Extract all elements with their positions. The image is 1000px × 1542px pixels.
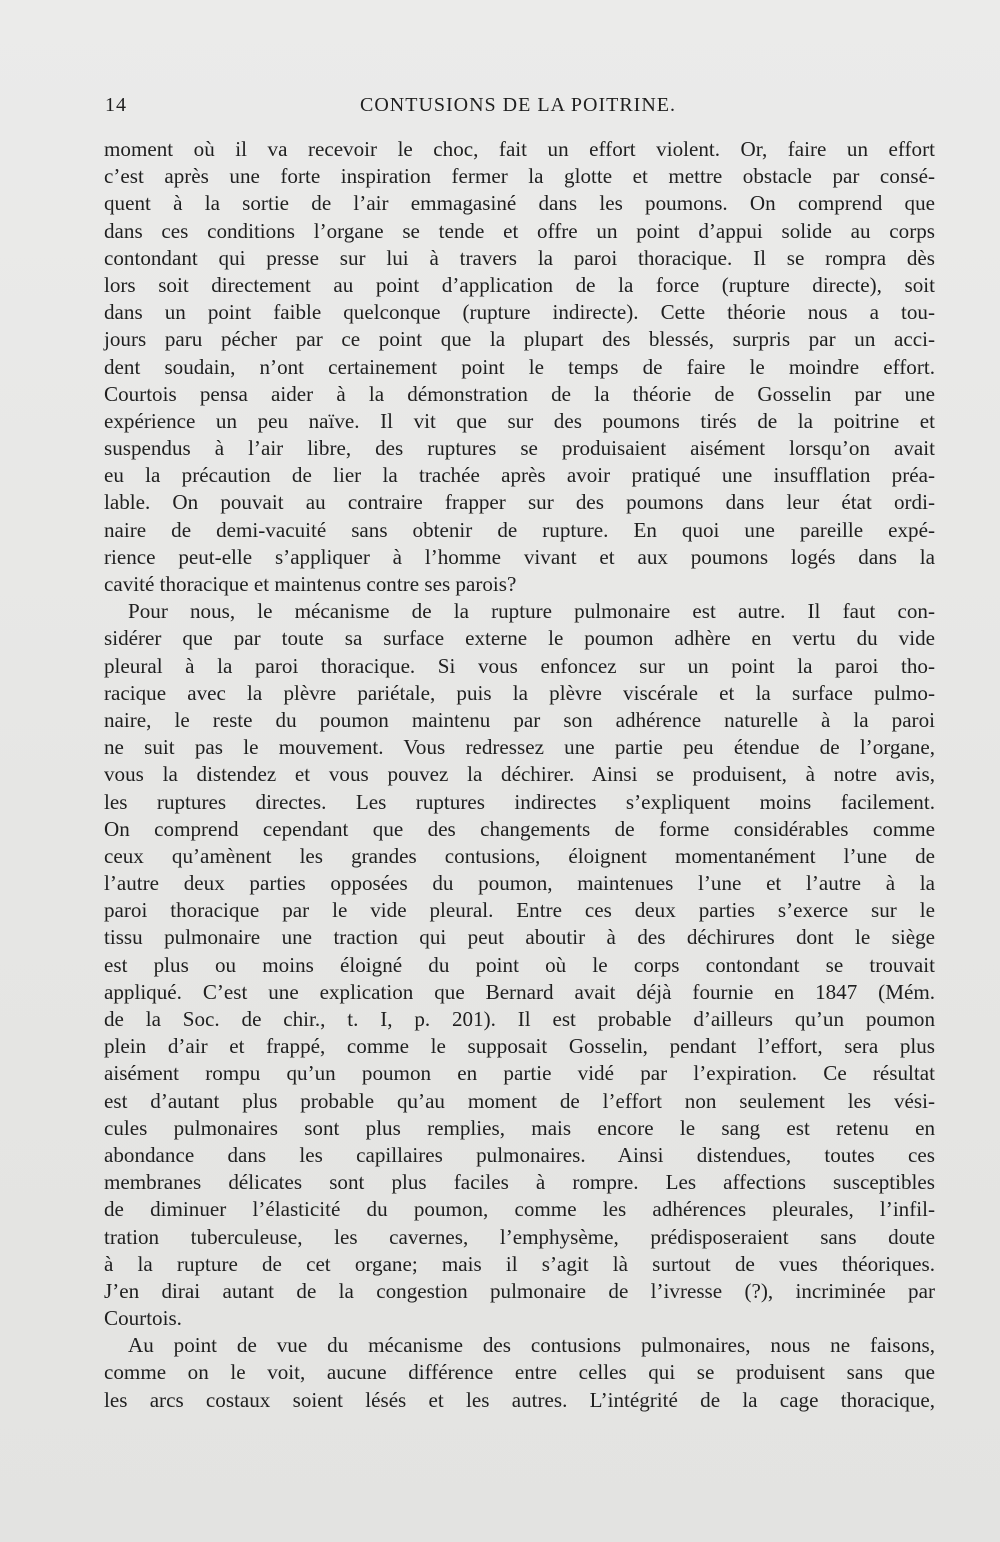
running-title: CONTUSIONS DE LA POITRINE. <box>360 94 676 116</box>
text-line: de diminuer l’élasticité du poumon, comme les adhérences pleurales, l’infil- <box>104 1197 935 1222</box>
text-line: suspendus à l’air libre, des ruptures se produisaient aisément lorsqu’on avait <box>104 436 935 461</box>
text-line: est d’autant plus probable qu’au moment de l’effort non seulement les vési- <box>104 1088 935 1113</box>
text-line: dent soudain, n’ont certainement point le temps de faire le moindre effort. <box>104 354 935 379</box>
text-line: lable. On pouvait au contraire frapper sur des poumons dans leur état ordi- <box>104 490 935 515</box>
text-line: rience peut-elle s’appliquer à l’homme vivant et aux poumons logés dans la <box>104 544 935 569</box>
text-line: Courtois. <box>104 1306 182 1331</box>
text-line: Courtois pensa aider à la démonstration de la théorie de Gosselin par une <box>104 381 935 406</box>
text-line: abondance dans les capillaires pulmonaires. Ainsi distendues, toutes ces <box>104 1142 935 1167</box>
text-line: J’en dirai autant de la congestion pulmonaire de l’ivresse (?), incriminée par <box>104 1278 935 1303</box>
text-line: Pour nous, le mécanisme de la rupture pulmonaire est autre. Il faut con- <box>128 599 935 624</box>
text-line: jours paru pécher par ce point que la plupart des blessés, surpris par un acci- <box>104 327 935 352</box>
text-line: membranes délicates sont plus faciles à rompre. Les affections susceptibles <box>104 1170 935 1195</box>
text-line: dans ces conditions l’organe se tende et offre un point d’appui solide au corps <box>104 218 935 243</box>
text-line: cavité thoracique et maintenus contre ses parois? <box>104 572 517 596</box>
text-line: à la rupture de cet organe; mais il s’agit là surtout de vues théoriques. <box>104 1251 935 1276</box>
text-line: ceux qu’amènent les grandes contusions, éloignent momentanément l’une de <box>104 843 935 868</box>
text-line: l’autre deux parties opposées du poumon, maintenues l’une et l’autre à la <box>104 871 935 896</box>
text-line: sidérer que par toute sa surface externe le poumon adhère en vertu du vide <box>104 626 935 651</box>
text-line: expérience un peu naïve. Il vit que sur des poumons tirés de la poitrine et <box>104 408 935 433</box>
text-line: les arcs costaux soient lésés et les autres. L’intégrité de la cage thoracique, <box>104 1387 935 1412</box>
text-line: paroi thoracique par le vide pleural. Entre ces deux parties s’exerce sur le <box>104 898 935 923</box>
text-line: On comprend cependant que des changements de forme considérables comme <box>104 816 935 841</box>
page-header <box>105 94 935 122</box>
text-line: comme on le voit, aucune différence entre celles qui se produisent sans que <box>104 1360 935 1385</box>
text-line: cules pulmonaires sont plus remplies, mais encore le sang est retenu en <box>104 1115 935 1140</box>
body-text <box>104 136 935 1414</box>
text-line: Au point de vue du mécanisme des contusions pulmonaires, nous ne faisons, <box>128 1333 935 1358</box>
text-line: les ruptures directes. Les ruptures indirectes s’expliquent moins facilement. <box>104 789 935 814</box>
text-line: plein d’air et frappé, comme le supposait Gosselin, pendant l’effort, sera plus <box>104 1034 935 1059</box>
text-line: tissu pulmonaire une traction qui peut aboutir à des déchirures dont le siège <box>104 925 935 950</box>
text-line: est plus ou moins éloigné du point où le corps contondant se trouvait <box>104 952 935 977</box>
text-line: appliqué. C’est une explication que Bernard avait déjà fournie en 1847 (Mém. <box>104 979 935 1004</box>
text-line: lors soit directement au point d’application de la force (rupture directe), soit <box>104 272 935 297</box>
text-line: pleural à la paroi thoracique. Si vous enfoncez sur un point la paroi tho- <box>104 653 935 678</box>
text-line: vous la distendez et vous pouvez la déchirer. Ainsi se produisent, à notre avis, <box>104 762 935 787</box>
text-line: quent à la sortie de l’air emmagasiné dans les poumons. On comprend que <box>104 191 935 216</box>
text-line: dans un point faible quelconque (rupture indirecte). Cette théorie nous a tou- <box>104 300 935 325</box>
text-line: naire de demi-vacuité sans obtenir de rupture. En quoi une pareille expé- <box>104 517 935 542</box>
text-line: tration tuberculeuse, les cavernes, l’emphysème, prédisposeraient sans doute <box>104 1224 935 1249</box>
page-number: 14 <box>105 94 127 116</box>
text-line: eu la précaution de lier la trachée après avoir pratiqué une insufflation préa- <box>104 463 935 488</box>
text-line: de la Soc. de chir., t. I, p. 201). Il est probable d’ailleurs qu’un poumon <box>104 1007 935 1031</box>
text-line: contondant qui presse sur lui à travers la paroi thoracique. Il se rompra dès <box>104 245 935 270</box>
text-line: racique avec la plèvre pariétale, puis la plèvre viscérale et la surface pulmo- <box>104 680 935 705</box>
text-line: moment où il va recevoir le choc, fait un effort violent. Or, faire un effort <box>104 137 935 161</box>
text-line: ne suit pas le mouvement. Vous redressez une partie peu étendue de l’organe, <box>104 735 935 760</box>
text-line: c’est après une forte inspiration fermer la glotte et mettre obstacle par consé- <box>104 164 935 189</box>
text-line: naire, le reste du poumon maintenu par son adhérence naturelle à la paroi <box>104 707 935 732</box>
text-line: aisément rompu qu’un poumon en partie vidé par l’expiration. Ce résultat <box>104 1061 935 1086</box>
